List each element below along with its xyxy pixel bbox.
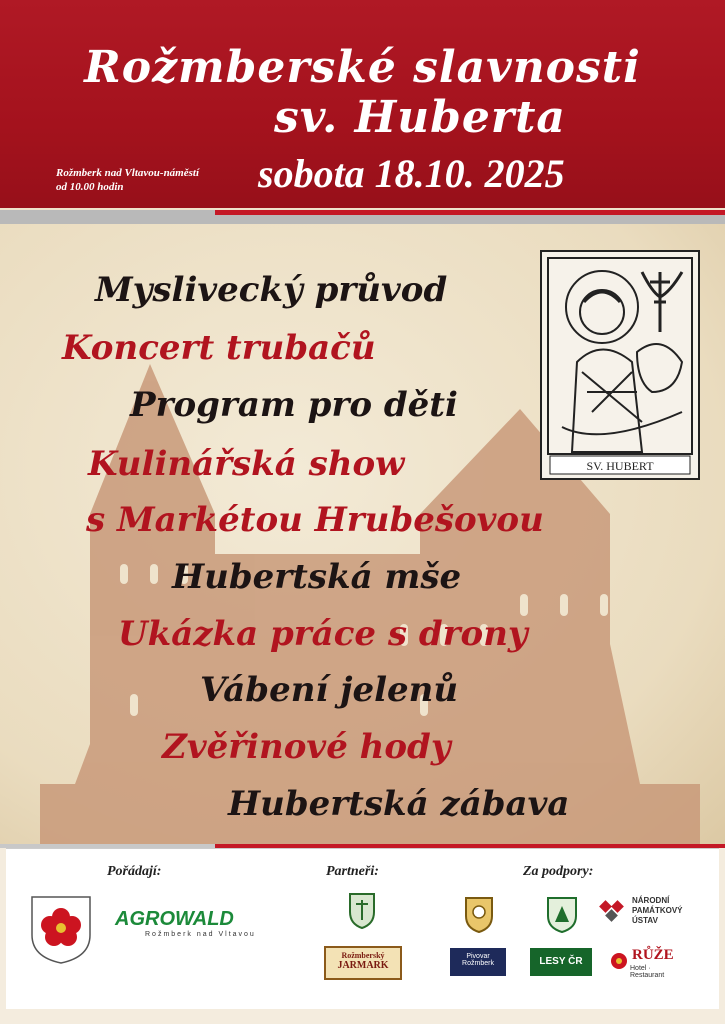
jarmark-line2: JARMARK xyxy=(337,960,389,971)
event-date: sobota 18.10. 2025 xyxy=(258,151,565,196)
npu-diamond-icon xyxy=(597,898,627,924)
npu-logo-text xyxy=(632,896,683,926)
hunting-club-crest-icon xyxy=(347,890,377,930)
program-item-3: Program pro děti xyxy=(130,385,458,425)
program-item-5: s Markétou Hrubešovou xyxy=(86,500,544,540)
ruze-name: RŮŽE xyxy=(632,947,674,963)
npu-line3: ÚSTAV xyxy=(632,916,658,925)
ruze-hotel-logo xyxy=(610,946,684,979)
program-item-9: Zvěřinové hody xyxy=(162,727,451,767)
forest-crest-icon xyxy=(545,894,579,934)
saint-hubert-illustration xyxy=(542,252,698,478)
lesy-cr-logo: LESY ČR xyxy=(530,948,592,976)
rozmberk-rose-crest-icon xyxy=(30,895,92,965)
ruze-subtitle: Hotel · Restaurant xyxy=(630,965,665,979)
saint-hubert-woodcut xyxy=(540,250,700,480)
pivovar-line2: Rožmberk xyxy=(462,960,494,967)
partners-label: Partneři: xyxy=(326,864,379,879)
support-label: Za podpory: xyxy=(523,864,594,879)
pivovar-line1: Pivovar xyxy=(466,953,490,960)
supporter-crest-icon xyxy=(463,894,495,934)
rose-icon xyxy=(610,952,628,970)
jarmark-logo xyxy=(324,946,402,980)
hubert-caption: SV. HUBERT xyxy=(586,459,654,473)
event-place-line1: Rožmberk nad Vltavou-náměstí xyxy=(56,167,200,179)
program-item-10: Hubertská zábava xyxy=(228,784,570,824)
agrowald-logo xyxy=(115,908,265,938)
program-item-7: Ukázka práce s drony xyxy=(118,614,528,654)
organizers-label: Pořádají: xyxy=(107,864,162,879)
event-title-line2: sv. Huberta xyxy=(274,92,566,143)
program-item-6: Hubertská mše xyxy=(172,557,462,597)
npu-line1: NÁRODNÍ xyxy=(632,896,670,905)
program-item-4: Kulinářská show xyxy=(88,444,405,484)
pivovar-logo xyxy=(450,948,506,976)
agrowald-subtitle: Rožmberk nad Vltavou xyxy=(145,931,256,938)
agrowald-name: AGROWALD xyxy=(115,908,234,930)
jarmark-line1: Rožmberský xyxy=(341,951,385,960)
program-item-2: Koncert trubačů xyxy=(62,328,376,368)
program-item-8: Vábení jelenů xyxy=(200,670,459,710)
header-divider-red xyxy=(215,210,725,215)
program-item-1: Myslivecký průvod xyxy=(95,270,448,310)
event-place xyxy=(56,166,199,194)
npu-line2: PAMÁTKOVÝ xyxy=(632,906,683,915)
event-title-line1: Rožmberské slavnosti xyxy=(84,42,641,93)
event-place-line2: od 10.00 hodin xyxy=(56,181,124,193)
